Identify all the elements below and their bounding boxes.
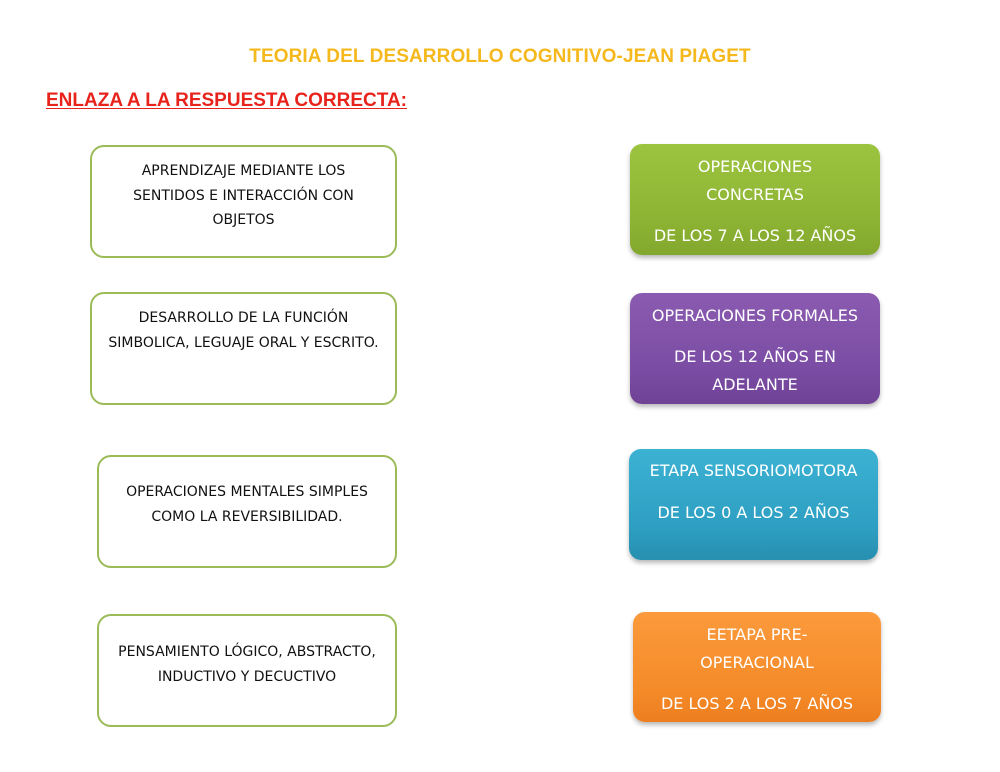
stage-box-operaciones-concretas[interactable] (630, 144, 880, 255)
stage-age: DE LOS 0 A LOS 2 AÑOS (657, 503, 850, 522)
stage-age: DE LOS 7 A LOS 12 AÑOS (653, 226, 857, 245)
instruction-heading: ENLAZA A LA RESPUESTA CORRECTA: (46, 90, 407, 111)
description-box-3[interactable] (97, 455, 397, 568)
description-text: OPERACIONES MENTALES SIMPLES COMO LA REVERSIBILIDAD. (126, 484, 368, 525)
stage-age: DE LOS 12 AÑOS EN ADELANTE (674, 347, 836, 394)
stage-box-etapa-preoperacional[interactable] (633, 612, 881, 722)
description-text: APRENDIZAJE MEDIANTE LOS SENTIDOS E INTERACCIÓN CON OBJETOS (133, 163, 354, 228)
stage-name: EETAPA PRE-OPERACIONAL (700, 625, 814, 672)
description-box-4[interactable] (97, 614, 397, 727)
stage-name: OPERACIONES FORMALES (651, 306, 859, 325)
stage-age: DE LOS 2 A LOS 7 AÑOS (660, 694, 854, 713)
description-box-2[interactable] (90, 292, 397, 405)
description-text: DESARROLLO DE LA FUNCIÓN SIMBOLICA, LEGUAJE ORAL Y ESCRITO. (108, 310, 379, 351)
page-title: TEORIA DEL DESARROLLO COGNITIVO-JEAN PIAGET (249, 46, 751, 67)
description-text: PENSAMIENTO LÓGICO, ABSTRACTO, INDUCTIVO Y DECUCTIVO (118, 644, 376, 685)
description-box-1[interactable] (90, 145, 397, 258)
stage-name: OPERACIONES CONCRETAS (697, 157, 813, 204)
stage-name: ETAPA SENSORIOMOTORA (649, 461, 858, 480)
stage-box-operaciones-formales[interactable] (630, 293, 880, 404)
stage-box-etapa-sensoriomotora[interactable] (629, 449, 878, 560)
